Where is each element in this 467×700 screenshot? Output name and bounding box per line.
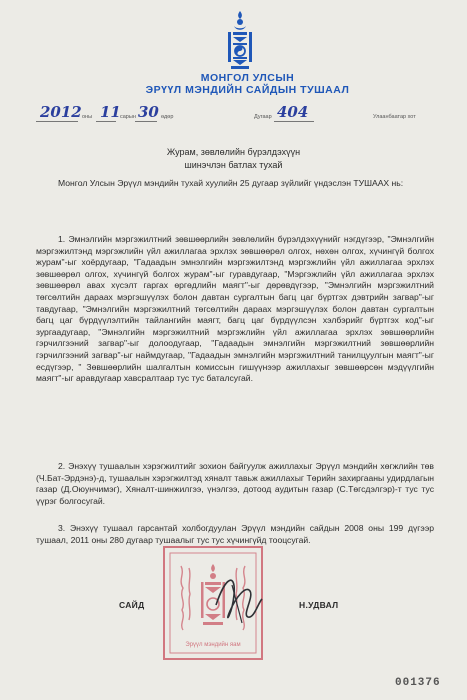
document-subject xyxy=(0,146,467,172)
number-label: Дугаар xyxy=(254,114,272,120)
stamp-text: Эрүүл мэндийн яам xyxy=(185,642,241,648)
document-serial-number: 001376 xyxy=(395,677,441,689)
city-label: Улаанбаатар хот xyxy=(373,114,416,120)
intro-paragraph: Монгол Улсын Эрүүл мэндийн тухай хуулийн 25 дугаар зүйлийг үндэслэн ТУШААХ нь: xyxy=(58,178,404,188)
signatory-name: Н.УДВАЛ xyxy=(299,600,339,610)
soyombo-emblem-icon xyxy=(227,10,253,70)
paragraph-3: 3. Энэхүү тушаал гарсантай холбогдуулан Эрүүл мэндийн сайдын 2008 оны 199 дүгээр тушаал, 2011 оны 280 дугаар тушаалыг тус тус хүчингүйд тооцсугай. xyxy=(36,523,434,545)
handwritten-day: 30 xyxy=(138,103,159,121)
date-number-line xyxy=(0,102,467,126)
year-suffix-label: оны xyxy=(82,114,93,120)
org-name-line1: МОНГОЛ УЛСЫН xyxy=(200,72,295,84)
paragraph-1: 1. Эмнэлгийн мэргэжилтний зөвшөөрлийн зөвлөлийн бүрэлдэхүүнийг нэгдүгээр, "Эмнэлгийн мэргэжилтэнд мэргэжлийн үйл ажиллагаа эрхлэх зөвшөөрөл олгох, нөхөн олгох, хүчингүй болгох журам"-ыг хоёрдугаар, "Гадаадын эмнэлгийн мэргэжилтэнд мэргэжлийн үйл ажиллагаа эрхлэх зөвшөөрөл олгох, хүчингүй болгох журам"-ыг гуравдугаар, "Мэргэжлийн үйл ажиллагаа эрхлэх зөвшөөрөл авах хүсэлт гаргах өргөдлийн маягт"-ыг дөрөвдүгээр, "Эмнэлгийн мэргэжилтний төгсөлтийн дараах мэргэшүүлэх болон давтан сургалтын багц цаг бүртгэх дэвтрийн загвар"-ыг тавдугаар, "Эмнэлгийн мэргэжилтний төгсөлтийн дараах мэргэшүүлэх болон давтан сургалтын багц цаг бүрдүүлэлтийн тайлангийн маягт, багц цаг бүрдүүлсэн хэлбэрийг бүртгэх код"-ыг зургаадугаар, "Эмнэлгийн мэргэжилтний мэргэжлийн үйл ажиллагаа эрхлэх зөвшөөрлийн гэрчилгээний загвар"-ыг долоодугаар, "Гадаадын эмнэлгийн мэргэжилтний зөвшөөрлийн гэрчилгээний загвар"-ыг наймдугаар, "Гадаадын эмнэлгийн мэргэжилтний танилцуулгын маягт"-ыг есдүгээр, " Зөвшөөрлийн шалгалтын комиссын гишүүнээр ажиллахыг зөвшөөрсөн мэдүүлгийн маягт"-ыг аравдугаар хавсралтаар тус тус баталсугай. xyxy=(36,234,434,384)
handwritten-month: 11 xyxy=(100,103,121,121)
month-suffix-label: сарын xyxy=(120,114,136,120)
handwritten-signature xyxy=(206,565,266,635)
handwritten-number: 404 xyxy=(277,103,309,121)
handwritten-year: 2012 xyxy=(40,103,82,121)
paragraph-2: 2. Энэхүү тушаалын хэрэгжилтийг зохион байгуулж ажиллахыг Эрүүл мэндийн хөгжлийн төв (Ч.Бат-Эрдэнэ)-д, тушаалын хэрэгжилтэд хяналт тавьж ажиллахыг Төрийн захиргааны удирдлагын газар (Д.Оюунчимэг), Хяналт-шинжилгээ, үнэлгээ, дотоод аудитын газар (С.Төгсдэлгэр)-т тус тус үүрэг болгосугай. xyxy=(36,461,434,506)
subject-line1: Журам, зөвлөлийн бүрэлдэхүүн xyxy=(166,147,301,157)
signatory-title: САЙД xyxy=(119,600,145,610)
subject-line2: шинэчлэн батлах тухай xyxy=(184,160,283,170)
org-name-line2: ЭРҮҮЛ МЭНДИЙН САЙДЫН ТУШААЛ xyxy=(145,84,350,96)
day-suffix-label: өдөр xyxy=(161,114,174,120)
